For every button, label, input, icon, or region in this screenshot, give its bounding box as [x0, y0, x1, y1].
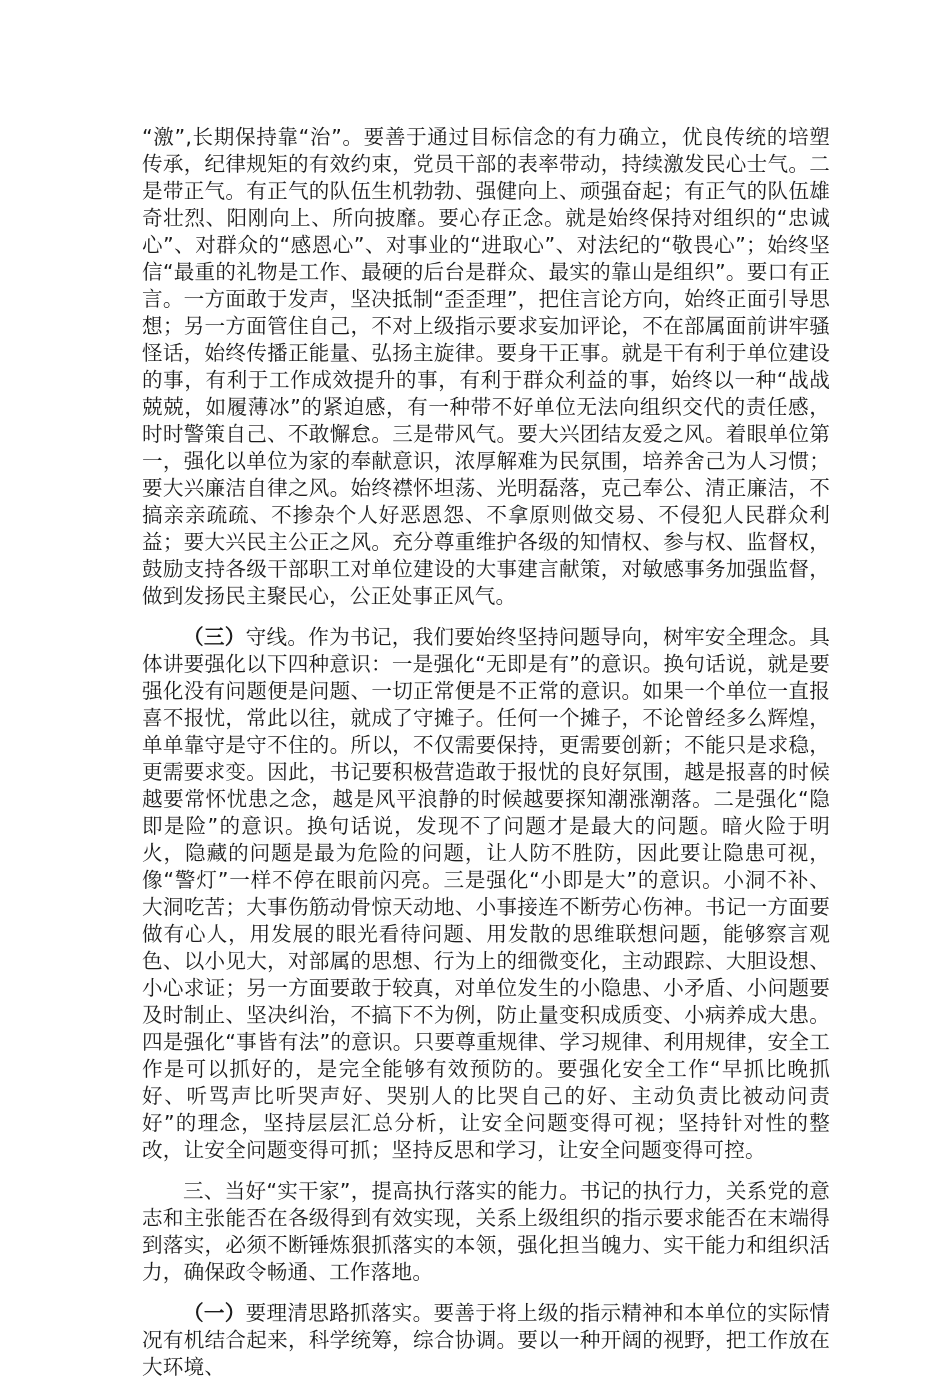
paragraph-1 [142, 124, 830, 610]
paragraph-4 [142, 1300, 830, 1381]
paragraph-3 [142, 1178, 830, 1286]
document-body [142, 124, 830, 1395]
paragraph-2-text: 守线。作为书记，我们要始终坚持问题导向，树牢安全理念。具体讲要强化以下四种意识：一是强化“无即是有”的意识。换句话说，就是要强化没有问题便是问题、一切正常便是不正常的意识。如果一个单位一直报喜不报忧，常此以往，就成了守摊子。任何一个摊子，不论曾经多么辉煌，单单靠守是守不住的。所以，不仅需要保持，更需要创新；不能只是求稳，更需要求变。因此，书记要积极营造敢于报忧的良好氛围，越是报喜的时候越要常怀忧患之念，越是风平浪静的时候越要探知潮涨潮落。二是强化“隐即是险”的意识。换句话说，发现不了问题才是最大的问题。暗火险于明火，隐藏的问题是最为危险的问题，让人防不胜防，因此要让隐患可视，像“警灯”一样不停在眼前闪亮。三是强化“小即是大”的意识。小洞不补、大洞吃苦；大事伤筋动骨惊天动地、小事接连不断劳心伤神。书记一方面要做有心人，用发展的眼光看待问题、用发散的思维联想问题，能够察言观色、以小见大，对部属的思想、行为上的细微变化，主动跟踪、大胆设想、小心求证；另一方面要敢于较真，对单位发生的小隐患、小矛盾、小问题要及时制止、坚决纠治，不搞下不为例，防止量变积成质变、小病养成大患。四是强化“事皆有法”的意识。只要尊重规律、学习规律、利用规律，安全工作是可以抓好的，是完全能够有效预防的。要强化安全工作“早抓比晚抓好、听骂声比听哭声好、哭别人的比哭自己的好、主动负责比被动问责好”的理念，坚持层层汇总分析，让安全问题变得可视；坚持针对性的整改，让安全问题变得可抓；坚持反思和学习，让安全问题变得可控。 [142, 625, 830, 1162]
section-heading-1-marker: （一） [183, 1301, 246, 1325]
paragraph-3-text: 三、当好“实干家”，提高执行落实的能力。书记的执行力，关系党的意志和主张能否在各级得到有效实现，关系上级组织的指示要求能否在末端得到落实，必须不断锤炼狠抓落实的本领，强化担当魄力、实干能力和组织活力，确保政令畅通、工作落地。 [142, 1179, 830, 1284]
paragraph-2 [142, 624, 830, 1164]
paragraph-4-text: 要理清思路抓落实。要善于将上级的指示精神和本单位的实际情况有机结合起来，科学统筹，综合协调。要以一种开阔的视野，把工作放在大环境、 [142, 1301, 830, 1379]
paragraph-1-text: “激”,长期保持靠“治”。要善于通过目标信念的有力确立，优良传统的培塑传承，纪律规矩的有效约束，党员干部的表率带动，持续激发民心士气。二是带正气。有正气的队伍生机勃勃、强健向上、顽强奋起；有正气的队伍雄奇壮烈、阳刚向上、所向披靡。要心存正念。就是始终保持对组织的“忠诚心”、对群众的“感恩心”、对事业的“进取心”、对法纪的“敬畏心”；始终坚信“最重的礼物是工作、最硬的后台是群众、最实的靠山是组织”。要口有正言。一方面敢于发声，坚决抵制“歪歪理”，把住言论方向，始终正面引导思想；另一方面管住自己，不对上级指示要求妄加评论，不在部属面前讲牢骚怪话，始终传播正能量、弘扬主旋律。要身干正事。就是干有利于单位建设的事，有利于工作成效提升的事，有利于群众利益的事，始终以一种“战战兢兢，如履薄冰”的紧迫感，有一种带不好单位无法向组织交代的责任感，时时警策自己、不敢懈怠。三是带风气。要大兴团结友爱之风。着眼单位第一，强化以单位为家的奉献意识，浓厚解难为民氛围，培养舍己为人习惯；要大兴廉洁自律之风。始终襟怀坦荡、光明磊落，克己奉公、清正廉洁，不搞亲亲疏疏、不掺杂个人好恶恩怨、不拿原则做交易、不侵犯人民群众利益；要大兴民主公正之风。充分尊重维护各级的知情权、参与权、监督权，鼓励支持各级干部职工对单位建设的大事建言献策，对敏感事务加强监督，做到发扬民主聚民心，公正处事正风气。 [142, 125, 830, 608]
section-heading-3-marker: （三） [183, 625, 246, 649]
